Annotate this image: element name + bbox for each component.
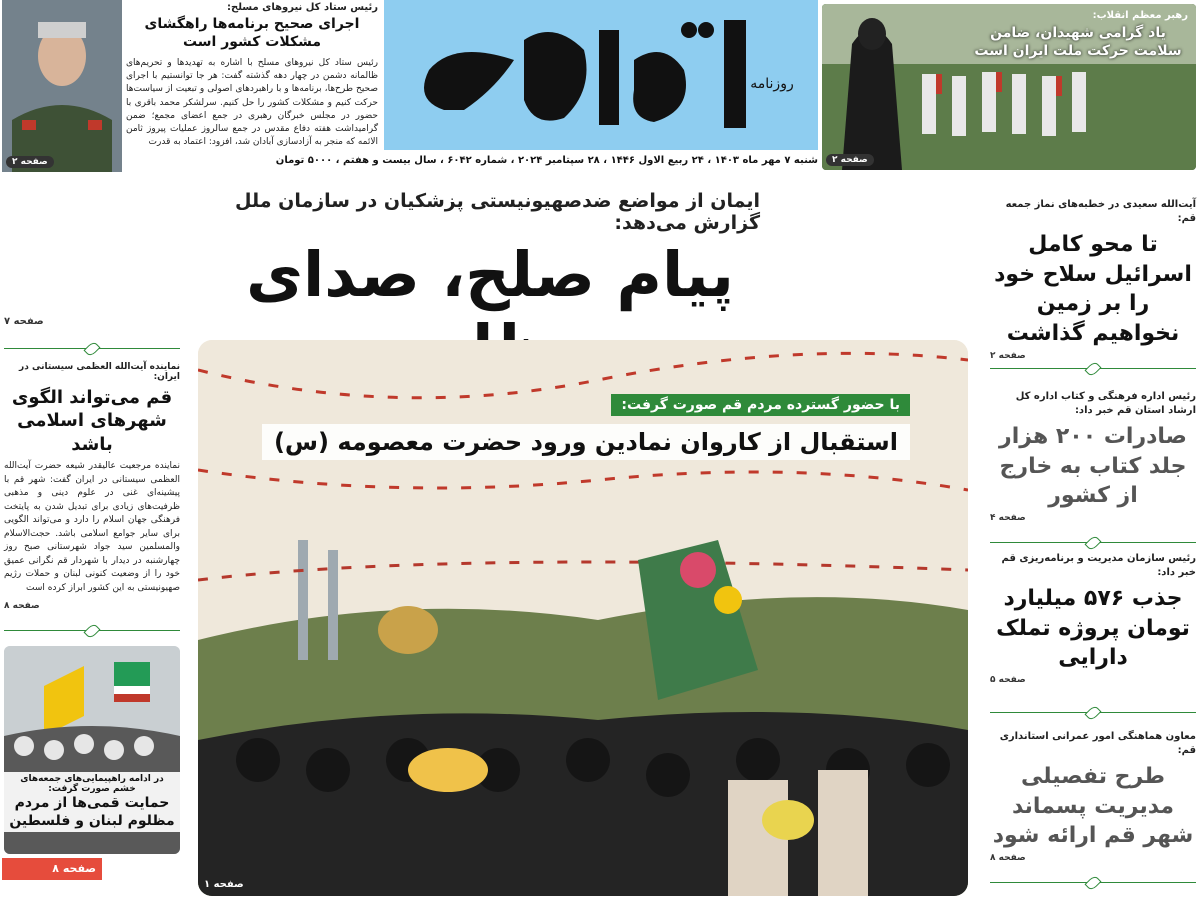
body-text: رئیس ستاد کل نیروهای مسلح با اشاره به تهدیدها و تحریم‌های ظالمانه دشمن در چهار دهه گذشته گفت: هر جا توانستیم با اجرای صحیح طرح‌ها، برنامه‌ها و با راهبردهای اصولی و تبعیت از سیاست‌ها حرکت کنیم و مشکلات کشور را حل کنیم. سرلشکر محمد باقری با حضور در مجلس خبرگان رهبری در جمع اعضای مجمع؛ ضمن گرامیداشت هفته دفاع مقدس در جمع سالروز عملیات پیروز ثامن الائمه که منجر به آزادسازی آبادان شد، افزود: اعتماد به قدرت: [126, 58, 378, 147]
page-tag: صفحه ۲: [6, 156, 54, 168]
top-left-photo: [2, 0, 122, 172]
kicker: در ادامه راهپیمایی‌های جمعه‌های خشم صورت گرفت:: [20, 774, 164, 794]
main-headline[interactable]: پیام صلح، صدای: [246, 238, 734, 311]
headline[interactable]: جذب ۵۷۶ میلیارد تومان پروژه تملک دارایی: [996, 586, 1190, 671]
right-story-1[interactable]: [990, 198, 1196, 361]
page-tag: صفحه ۴: [990, 513, 1026, 524]
headline[interactable]: طرح تفصیلی مدیریت پسماند شهر قم ارائه شود: [992, 764, 1194, 849]
kicker: معاون هماهنگی امور عمرانی استانداری قم:: [999, 731, 1196, 756]
top-right-story[interactable]: [822, 4, 1196, 170]
newspaper-logo: [384, 0, 818, 150]
date-line: شنبه ۷ مهر ماه ۱۴۰۳ ، ۲۴ ربیع الاول ۱۴۴۶ ، ۲۸ سپتامبر ۲۰۲۴ ، شماره ۶۰۴۲ ، سال بیست و هفتم ، ۵۰۰۰ تومان: [384, 150, 818, 172]
photo-kicker: با حضور گسترده مردم قم صورت گرفت:: [611, 394, 910, 416]
divider: [990, 362, 1196, 376]
divider: [990, 876, 1196, 890]
bottom-page-tag: صفحه ۸: [2, 858, 102, 880]
kicker: رئیس سازمان مدیریت و برنامه‌ریزی قم خبر داد:: [1001, 553, 1196, 578]
body-text: نماینده مرجعیت عالیقدر شیعه حضرت آیت‌الله العظمی سیستانی در ایران گفت: شهر قم با پیشینه‌ای غنی در علوم دینی و مذهبی ظرفیت‌های زیادی برای تبدیل شدن به پایتخت فرهنگی جهان اسلام را دارد و می‌تواند الگویی برای سایر جوامع اسلامی باشد. حجت‌الاسلام والمسلمین سید جواد شهرستانی صبح روز چهارشنبه در دیدار با شهردار قم نگرانی عمیق خود را از وضعیت کنونی لبنان و حملات رژیم صهیونیستی به این کشور ابراز کرده است: [4, 461, 180, 593]
top-left-story[interactable]: [2, 0, 380, 172]
logo-subtitle: روزنامه: [750, 76, 794, 92]
left-story[interactable]: [4, 362, 180, 611]
kicker: نماینده آیت‌الله العظمی سیستانی در ایران:: [19, 362, 180, 382]
portrait-illustration: [2, 0, 122, 172]
headline[interactable]: صادرات ۲۰۰ هزار جلد کتاب به خارج از کشور: [999, 424, 1187, 509]
right-story-3[interactable]: [990, 552, 1196, 685]
page-tag: صفحه ۸: [4, 601, 40, 612]
main-page-tag: صفحه ۷: [4, 316, 44, 327]
right-story-2[interactable]: [990, 390, 1196, 523]
kicker: رهبر معظم انقلاب:: [1092, 10, 1188, 21]
page-tag: صفحه ۸: [990, 853, 1026, 864]
divider: [4, 624, 180, 638]
page-tag: صفحه ۵: [990, 675, 1026, 686]
headline[interactable]: یاد گرامی شهیدان، ضامن سلامت حرکت ملت ایران است: [974, 25, 1182, 60]
main-kicker: ایمان از مواضع ضدصهیونیستی پزشکیان در سازمان ملل گزارش می‌دهد:: [235, 190, 760, 234]
divider: [4, 342, 180, 356]
main-photo-story[interactable]: [198, 340, 968, 896]
kicker: آیت‌الله سعیدی در خطبه‌های نماز جمعه قم:: [1005, 199, 1196, 224]
right-story-4[interactable]: [990, 730, 1196, 863]
headline[interactable]: حمایت قمی‌ها از مردم مظلوم لبنان و فلسطین: [9, 795, 175, 830]
divider: [990, 706, 1196, 720]
kicker: رئیس ستاد کل نیروهای مسلح:: [227, 2, 378, 13]
photo-page-tag: صفحه ۱: [204, 879, 244, 890]
headline[interactable]: قم می‌تواند الگوی شهرهای اسلامی باشد: [11, 387, 173, 455]
divider: [990, 536, 1196, 550]
headline[interactable]: تا محو کامل اسرائیل سلاح خود را بر زمین نخواهیم گذاشت: [994, 232, 1192, 347]
left-photo-caption[interactable]: [4, 772, 180, 832]
kicker: رئیس اداره فرهنگی و کتاب اداره کل ارشاد استان قم خبر داد:: [1015, 391, 1196, 416]
photo-headline[interactable]: استقبال از کاروان نمادین ورود حضرت معصومه (س): [262, 424, 910, 460]
page-tag: صفحه ۲: [990, 350, 1026, 361]
page-tag: صفحه ۲: [826, 154, 874, 166]
headline[interactable]: اجرای صحیح برنامه‌ها راهگشای مشکلات کشور است: [144, 16, 360, 51]
